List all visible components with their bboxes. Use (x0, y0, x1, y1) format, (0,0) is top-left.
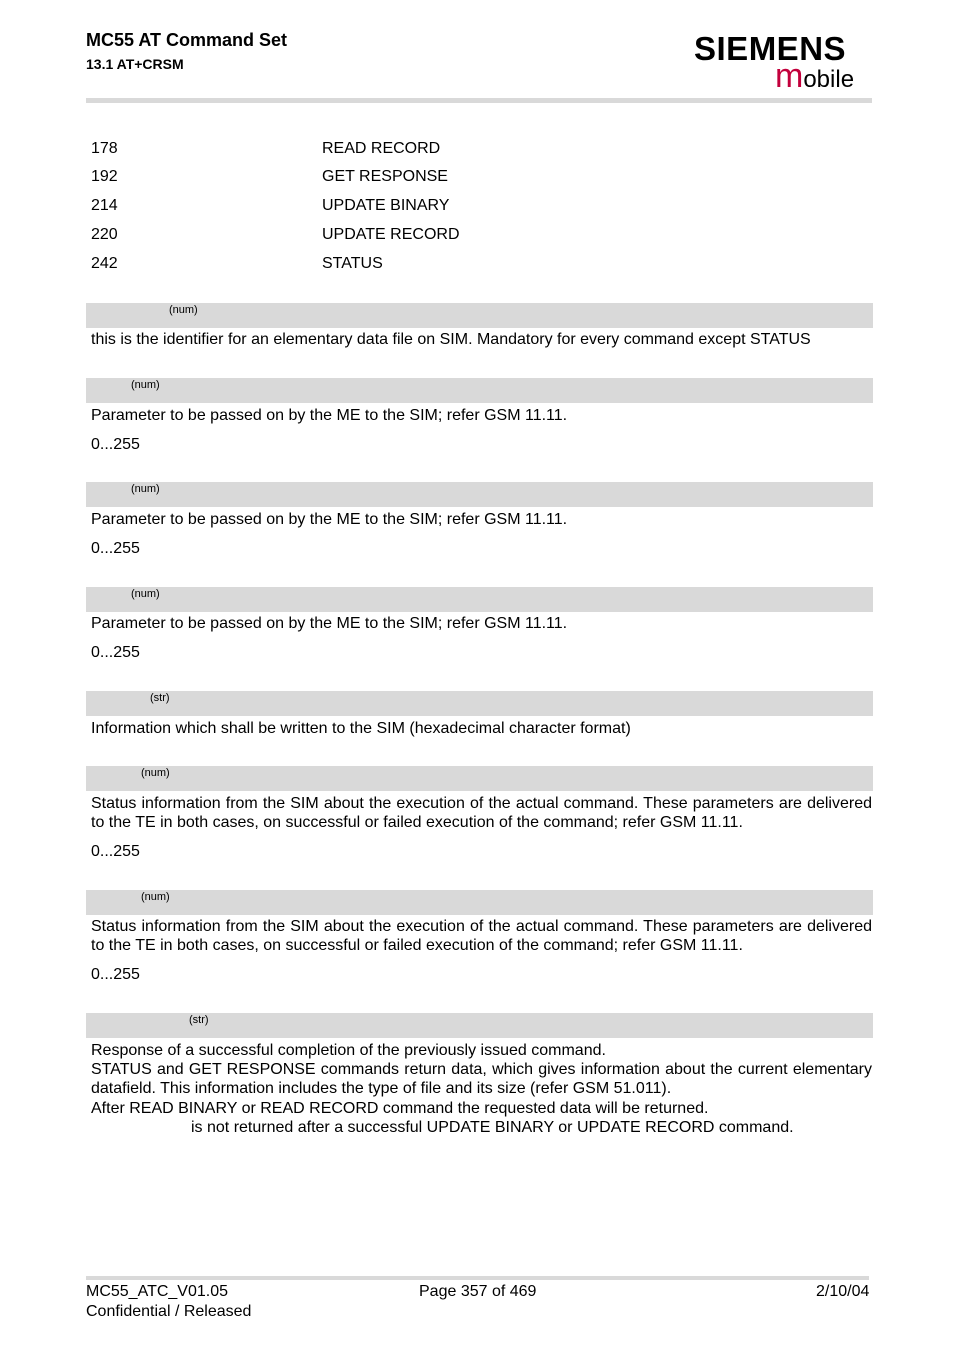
parameter-type: (num) (141, 891, 170, 903)
parameter-description-line: After READ BINARY or READ RECORD command the requested data will be returned. (91, 1100, 709, 1117)
page-number: Page 357 of 469 (419, 1283, 537, 1300)
parameter-description: Parameter to be passed on by the ME to the SIM; refer GSM 11.11. (91, 407, 568, 424)
parameter-header (86, 890, 873, 915)
mobile-logo-m: m (775, 57, 804, 95)
command-name: UPDATE RECORD (322, 226, 460, 243)
parameter-header (86, 482, 873, 507)
document-date: 2/10/04 (816, 1283, 870, 1300)
command-code: 192 (91, 168, 118, 185)
parameter-header (86, 303, 873, 328)
command-name: GET RESPONSE (322, 168, 448, 185)
parameter-description: Information which shall be written to the SIM (hexadecimal character format) (91, 720, 631, 737)
parameter-header (86, 766, 873, 791)
mobile-logo (775, 57, 855, 95)
parameter-header (86, 587, 873, 612)
parameter-type: (num) (141, 767, 170, 779)
parameter-description-line: STATUS and GET RESPONSE commands return data, which gives information about the current elementary datafield. This information includes the type of file and its size (refer GSM 51.011). (91, 1061, 872, 1097)
parameter-range: 0...255 (91, 436, 140, 453)
command-name: READ RECORD (322, 140, 441, 157)
parameter-description: this is the identifier for an elementary data file on SIM. Mandatory for every command except STATUS (91, 331, 811, 348)
command-name: UPDATE BINARY (322, 197, 450, 214)
document-id: MC55_ATC_V01.05 (86, 1283, 228, 1300)
document-title: MC55 AT Command Set (86, 30, 288, 50)
parameter-range: 0...255 (91, 843, 140, 860)
command-code: 178 (91, 140, 118, 157)
parameter-header (86, 1013, 873, 1038)
command-name: STATUS (322, 255, 383, 272)
parameter-type: (num) (131, 483, 160, 495)
command-code: 220 (91, 226, 118, 243)
document-classification: Confidential / Released (86, 1303, 252, 1320)
siemens-logo: SIEMENS (694, 30, 847, 67)
header-divider (86, 98, 872, 103)
parameter-description-line: Response of a successful completion of the previously issued command. (91, 1042, 606, 1059)
parameter-description: Status information from the SIM about the execution of the actual command. These parameters are delivered to the TE in both cases, on successful or failed execution of the command; refer GSM 11.11. (91, 918, 872, 954)
parameter-type: (num) (169, 304, 198, 316)
parameter-description: Parameter to be passed on by the ME to the SIM; refer GSM 11.11. (91, 511, 568, 528)
mobile-logo-rest: obile (803, 66, 855, 93)
command-code: 242 (91, 255, 118, 272)
parameter-range: 0...255 (91, 966, 140, 983)
parameter-header (86, 378, 873, 403)
parameter-description: Parameter to be passed on by the ME to the SIM; refer GSM 11.11. (91, 615, 568, 632)
section-title: 13.1 AT+CRSM (86, 56, 184, 72)
parameter-header (86, 691, 873, 716)
parameter-type: (str) (189, 1014, 209, 1026)
parameter-type: (num) (131, 379, 160, 391)
parameter-description-line: is not returned after a successful UPDATE BINARY or UPDATE RECORD command. (191, 1119, 794, 1136)
parameter-range: 0...255 (91, 540, 140, 557)
parameter-description: Status information from the SIM about the execution of the actual command. These parameters are delivered to the TE in both cases, on successful or failed execution of the command; refer GSM 11.11. (91, 795, 872, 831)
footer-divider (86, 1276, 869, 1280)
parameter-type: (num) (131, 588, 160, 600)
parameter-range: 0...255 (91, 644, 140, 661)
command-code: 214 (91, 197, 118, 214)
parameter-type: (str) (150, 692, 170, 704)
